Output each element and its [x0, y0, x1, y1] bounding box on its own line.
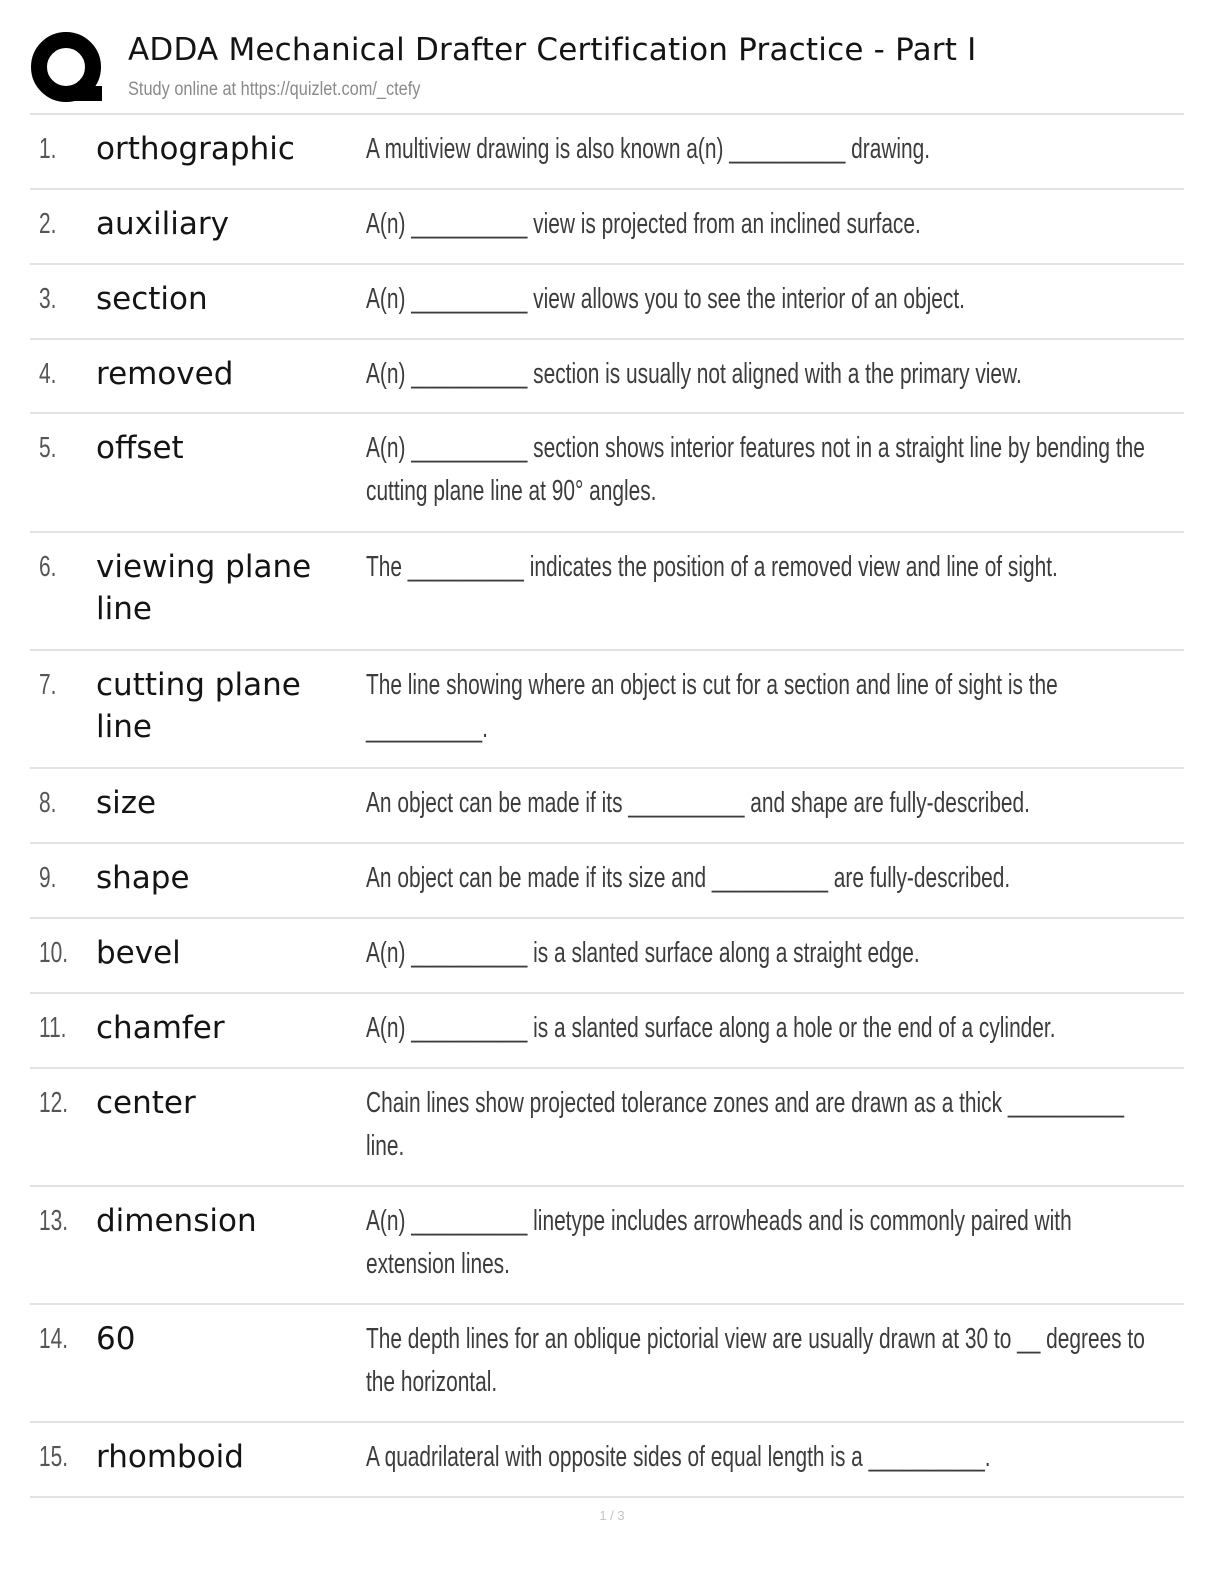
flashcard-row [30, 1187, 1184, 1305]
quizlet-q-logo-icon [30, 30, 108, 108]
card-number: 12. [39, 1087, 69, 1119]
card-definition: A(n) __________ linetype includes arrowheads and is commonly paired with extension lines. [366, 1205, 1072, 1280]
card-number: 13. [39, 1205, 69, 1237]
card-definition: An object can be made if its size and __________ are fully-described. [366, 862, 1011, 894]
card-number: 2. [39, 208, 57, 240]
card-definition: Chain lines show projected tolerance zones and are drawn as a thick __________ line. [366, 1087, 1124, 1162]
page-header [30, 28, 1184, 112]
card-term: cutting plane line [96, 667, 301, 745]
page-number: 1 / 3 [599, 1508, 625, 1523]
flashcard-row [30, 994, 1184, 1069]
card-term: shape [96, 860, 190, 896]
study-online-link[interactable]: Study online at https://quizlet.com/_ctefy [128, 79, 421, 100]
flashcard-row [30, 190, 1184, 265]
card-definition: A(n) __________ section is usually not aligned with a the primary view. [366, 358, 1022, 390]
card-number: 5. [39, 432, 57, 464]
card-term: rhomboid [96, 1439, 244, 1475]
card-definition: A(n) __________ section shows interior features not in a straight line by bending the cutting plane line at 90° angles. [366, 432, 1145, 507]
card-definition: A multiview drawing is also known a(n) __________ drawing. [366, 133, 931, 165]
flashcard-row [30, 414, 1184, 533]
page-title: ADDA Mechanical Drafter Certification Practice - Part I [128, 32, 977, 68]
flashcard-row [30, 265, 1184, 340]
card-definition: A(n) __________ view is projected from an inclined surface. [366, 208, 921, 240]
card-definition: A(n) __________ is a slanted surface along a hole or the end of a cylinder. [366, 1012, 1056, 1044]
card-definition: The __________ indicates the position of a removed view and line of sight. [366, 551, 1058, 583]
flashcard-row [30, 1069, 1184, 1187]
card-number: 15. [39, 1441, 69, 1473]
card-number: 8. [39, 787, 57, 819]
flashcard-row [30, 844, 1184, 919]
card-definition: An object can be made if its __________ and shape are fully-described. [366, 787, 1030, 819]
card-number: 4. [39, 358, 57, 390]
card-definition: The line showing where an object is cut for a section and line of sight is the __________. [366, 669, 1058, 744]
card-term: auxiliary [96, 206, 229, 242]
card-number: 9. [39, 862, 57, 894]
card-term: section [96, 281, 208, 317]
flashcard-row [30, 651, 1184, 769]
flashcard-row [30, 1423, 1184, 1498]
card-term: 60 [96, 1321, 136, 1357]
flashcard-row [30, 115, 1184, 190]
card-definition: A quadrilateral with opposite sides of equal length is a __________. [366, 1441, 991, 1473]
card-term: chamfer [96, 1010, 225, 1046]
card-term: offset [96, 430, 184, 466]
card-number: 6. [39, 551, 57, 583]
card-term: viewing plane line [96, 549, 312, 627]
card-number: 3. [39, 283, 57, 315]
flashcard-row [30, 533, 1184, 651]
card-number: 11. [39, 1012, 67, 1044]
flashcard-row [30, 919, 1184, 994]
card-term: size [96, 785, 157, 821]
card-term: dimension [96, 1203, 257, 1239]
flashcard-row [30, 769, 1184, 844]
card-term: removed [96, 356, 234, 392]
card-term: orthographic [96, 131, 295, 167]
card-number: 14. [39, 1323, 69, 1355]
card-definition: A(n) __________ view allows you to see the interior of an object. [366, 283, 965, 315]
flashcard-row [30, 1305, 1184, 1423]
card-definition: The depth lines for an oblique pictorial view are usually drawn at 30 to __ degrees to the horizontal. [366, 1323, 1145, 1398]
card-term: center [96, 1085, 196, 1121]
card-term: bevel [96, 935, 181, 971]
flashcard-list [30, 113, 1184, 1498]
card-number: 7. [39, 669, 57, 701]
card-definition: A(n) __________ is a slanted surface along a straight edge. [366, 937, 920, 969]
flashcard-row [30, 340, 1184, 414]
card-number: 10. [39, 937, 69, 969]
card-number: 1. [39, 133, 57, 165]
